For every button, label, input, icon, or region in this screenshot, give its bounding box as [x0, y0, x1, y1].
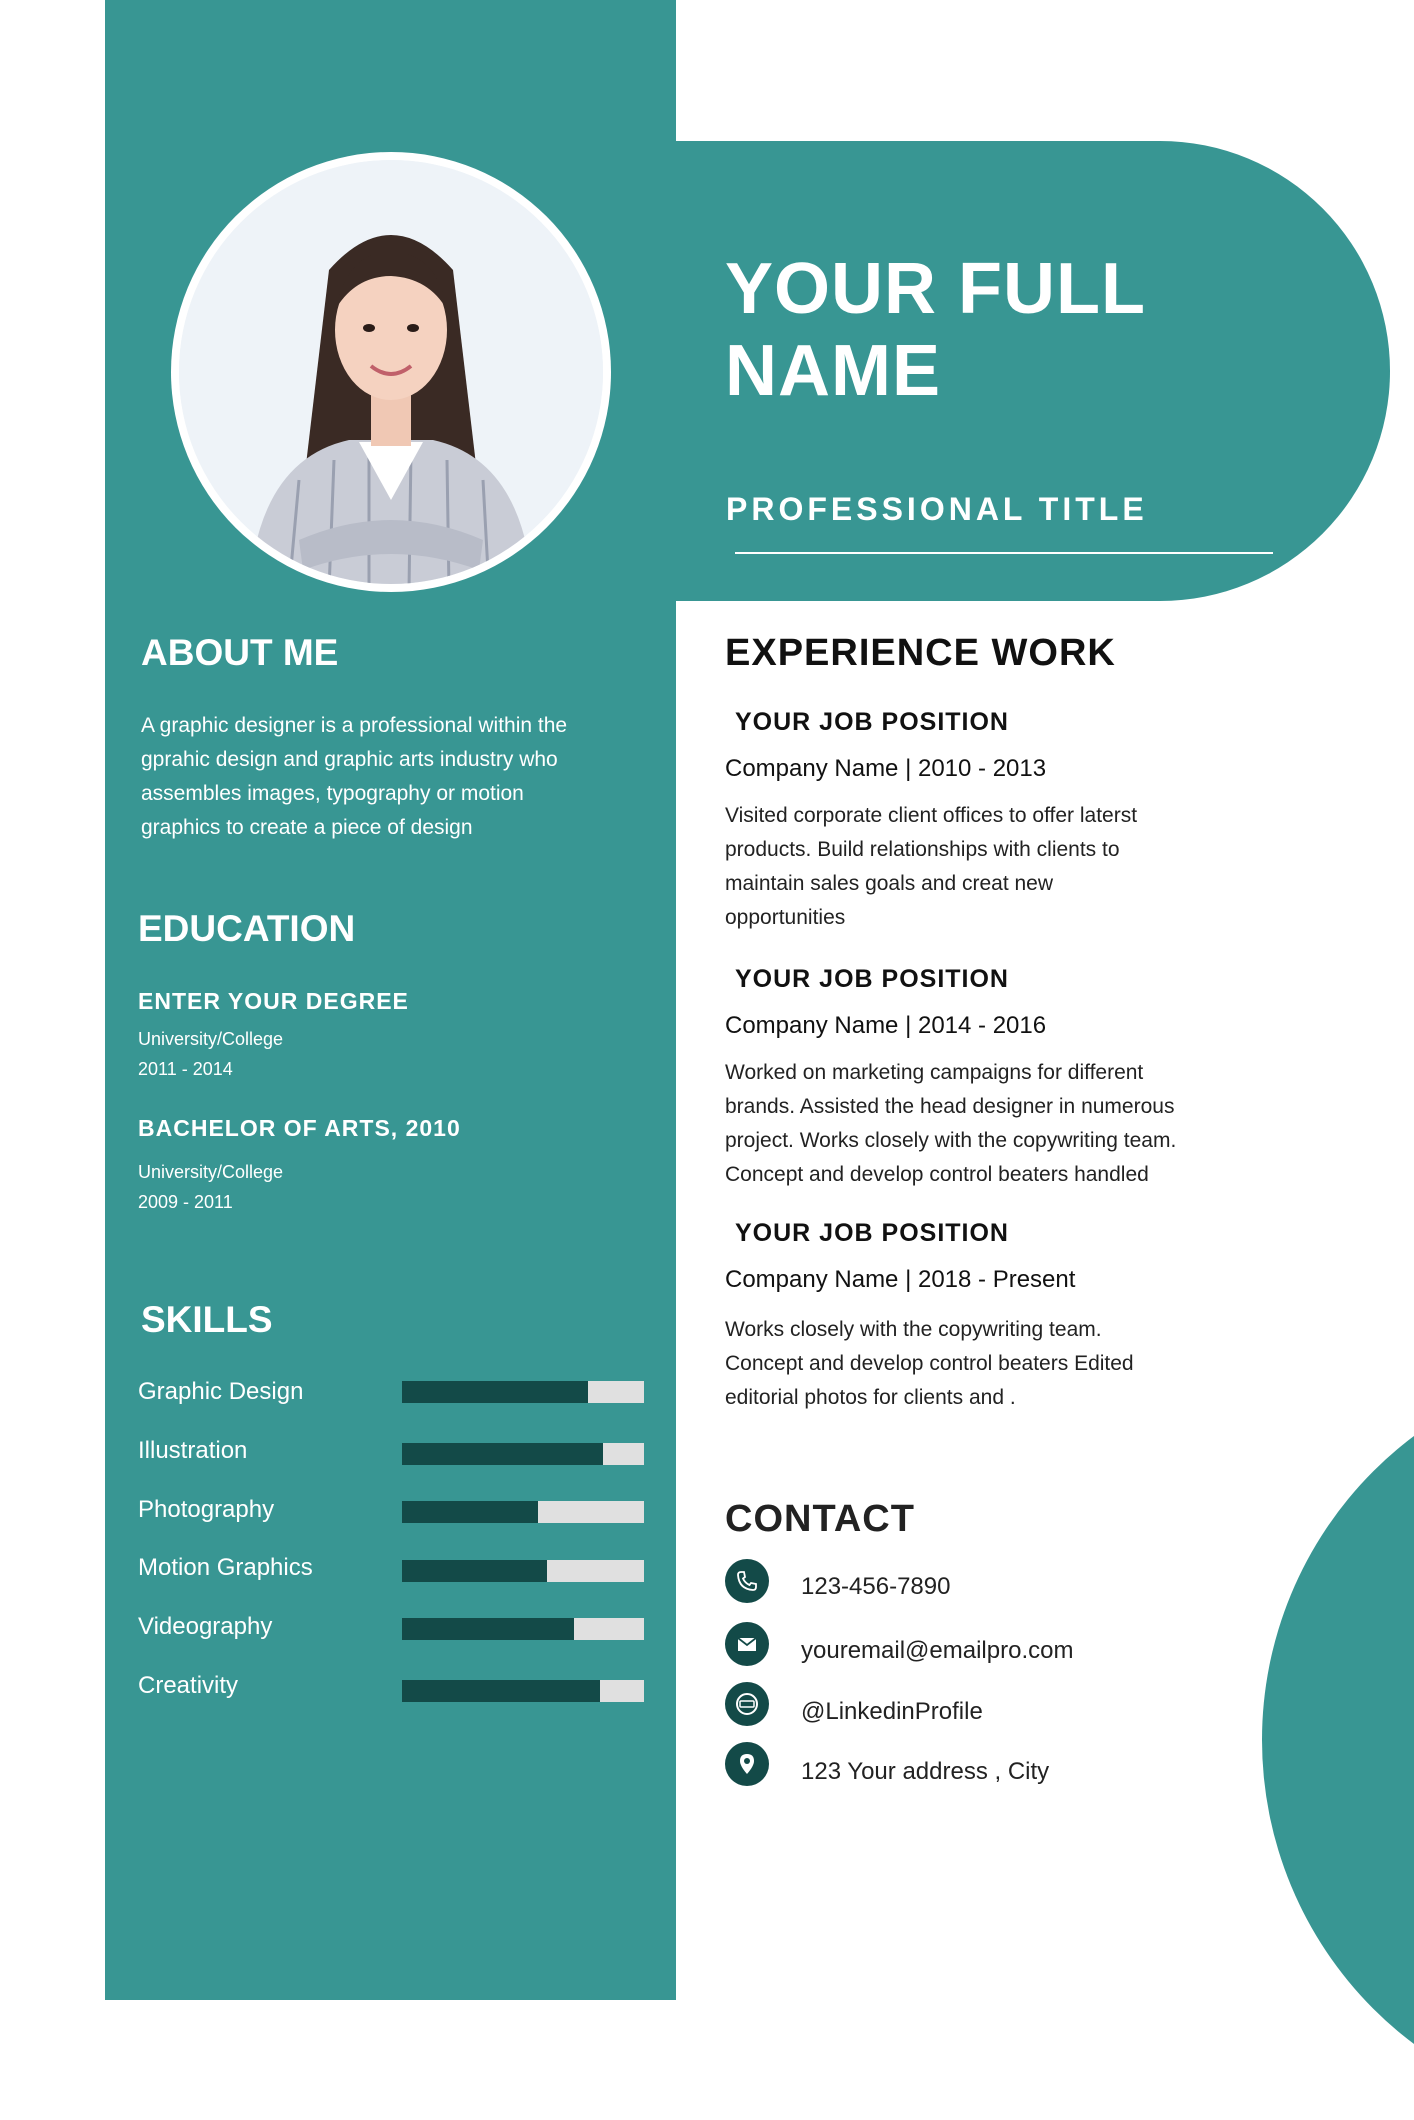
location-icon — [725, 1742, 769, 1786]
professional-title: PROFESSIONAL TITLE — [726, 491, 1148, 527]
email-icon — [725, 1622, 769, 1666]
skill-bar — [402, 1501, 644, 1523]
about-heading: ABOUT ME — [141, 632, 339, 673]
job-line: brands. Assisted the head designer in numerous — [725, 1095, 1175, 1118]
skill-bar-fill — [402, 1381, 588, 1403]
job-company: Company Name | 2010 - 2013 — [725, 755, 1047, 782]
experience-heading: EXPERIENCE WORK — [725, 632, 1116, 674]
skill-bar — [402, 1680, 644, 1702]
skill-label: Videography — [138, 1613, 273, 1640]
contact-email[interactable]: youremail@emailpro.com — [801, 1637, 1074, 1664]
education-heading: EDUCATION — [138, 908, 356, 949]
skill-bar-fill — [402, 1680, 600, 1702]
skill-label: Graphic Design — [138, 1378, 304, 1405]
degree-title: BACHELOR OF ARTS, 2010 — [138, 1115, 461, 1141]
skills-heading: SKILLS — [141, 1299, 273, 1340]
school-years: 2009 - 2011 — [138, 1192, 233, 1212]
job-company: Company Name | 2018 - Present — [725, 1266, 1076, 1293]
profile-photo — [179, 160, 603, 584]
job-line: Worked on marketing campaigns for different — [725, 1061, 1144, 1084]
job-line: opportunities — [725, 906, 846, 929]
job-position: YOUR JOB POSITION — [735, 708, 1009, 736]
job-line: products. Build relationships with clients to — [725, 838, 1120, 861]
full-name-line2: NAME — [725, 331, 941, 411]
profile-photo-frame — [171, 152, 611, 592]
skill-bar — [402, 1381, 644, 1403]
skill-label: Creativity — [138, 1672, 239, 1699]
job-description — [725, 799, 1265, 935]
about-line: graphics to create a piece of design — [141, 816, 473, 839]
skill-bar-fill — [402, 1501, 538, 1523]
about-text — [141, 709, 567, 845]
skill-bar-fill — [402, 1443, 603, 1465]
education-details — [138, 1024, 283, 1084]
full-name-line1: YOUR FULL — [725, 249, 1146, 329]
skill-label: Motion Graphics — [138, 1554, 313, 1581]
job-position: YOUR JOB POSITION — [735, 965, 1009, 993]
skill-bar — [402, 1443, 644, 1465]
skill-label: Illustration — [138, 1437, 248, 1464]
skill-bar — [402, 1618, 644, 1640]
education-details — [138, 1157, 283, 1217]
contact-heading: CONTACT — [725, 1498, 915, 1540]
skill-bar — [402, 1560, 644, 1582]
web-icon — [725, 1682, 769, 1726]
skill-bar-fill — [402, 1560, 547, 1582]
skill-bar-fill — [402, 1618, 574, 1640]
job-line: Concept and develop control beaters handled — [725, 1163, 1149, 1186]
contact-phone[interactable]: 123-456-7890 — [801, 1573, 951, 1600]
phone-icon — [725, 1559, 769, 1603]
title-divider — [735, 552, 1273, 554]
job-line: Visited corporate client offices to offer laterst — [725, 804, 1138, 827]
skill-label: Photography — [138, 1496, 275, 1523]
full-name — [725, 248, 1285, 412]
school-years: 2011 - 2014 — [138, 1059, 233, 1079]
contact-linkedin[interactable]: @LinkedinProfile — [801, 1698, 983, 1725]
contact-address[interactable]: 123 Your address , City — [801, 1758, 1050, 1785]
portrait-illustration — [179, 160, 603, 584]
about-line: A graphic designer is a professional within the — [141, 714, 568, 737]
about-line: gprahic design and graphic arts industry who — [141, 748, 558, 771]
job-description — [725, 1056, 1265, 1192]
job-line: maintain sales goals and creat new — [725, 872, 1054, 895]
job-line: Concept and develop control beaters Edited — [725, 1352, 1134, 1375]
decorative-circle — [1262, 1360, 1414, 2120]
degree-title: ENTER YOUR DEGREE — [138, 988, 409, 1014]
job-position: YOUR JOB POSITION — [735, 1219, 1009, 1247]
job-company: Company Name | 2014 - 2016 — [725, 1012, 1047, 1039]
school-name: University/College — [138, 1029, 284, 1049]
about-line: assembles images, typography or motion — [141, 782, 524, 805]
job-line: Works closely with the copywriting team. — [725, 1318, 1102, 1341]
job-description — [725, 1313, 1265, 1415]
job-line: project. Works closely with the copywriting team. — [725, 1129, 1177, 1152]
school-name: University/College — [138, 1162, 284, 1182]
job-line: editorial photos for clients and . — [725, 1386, 1016, 1409]
